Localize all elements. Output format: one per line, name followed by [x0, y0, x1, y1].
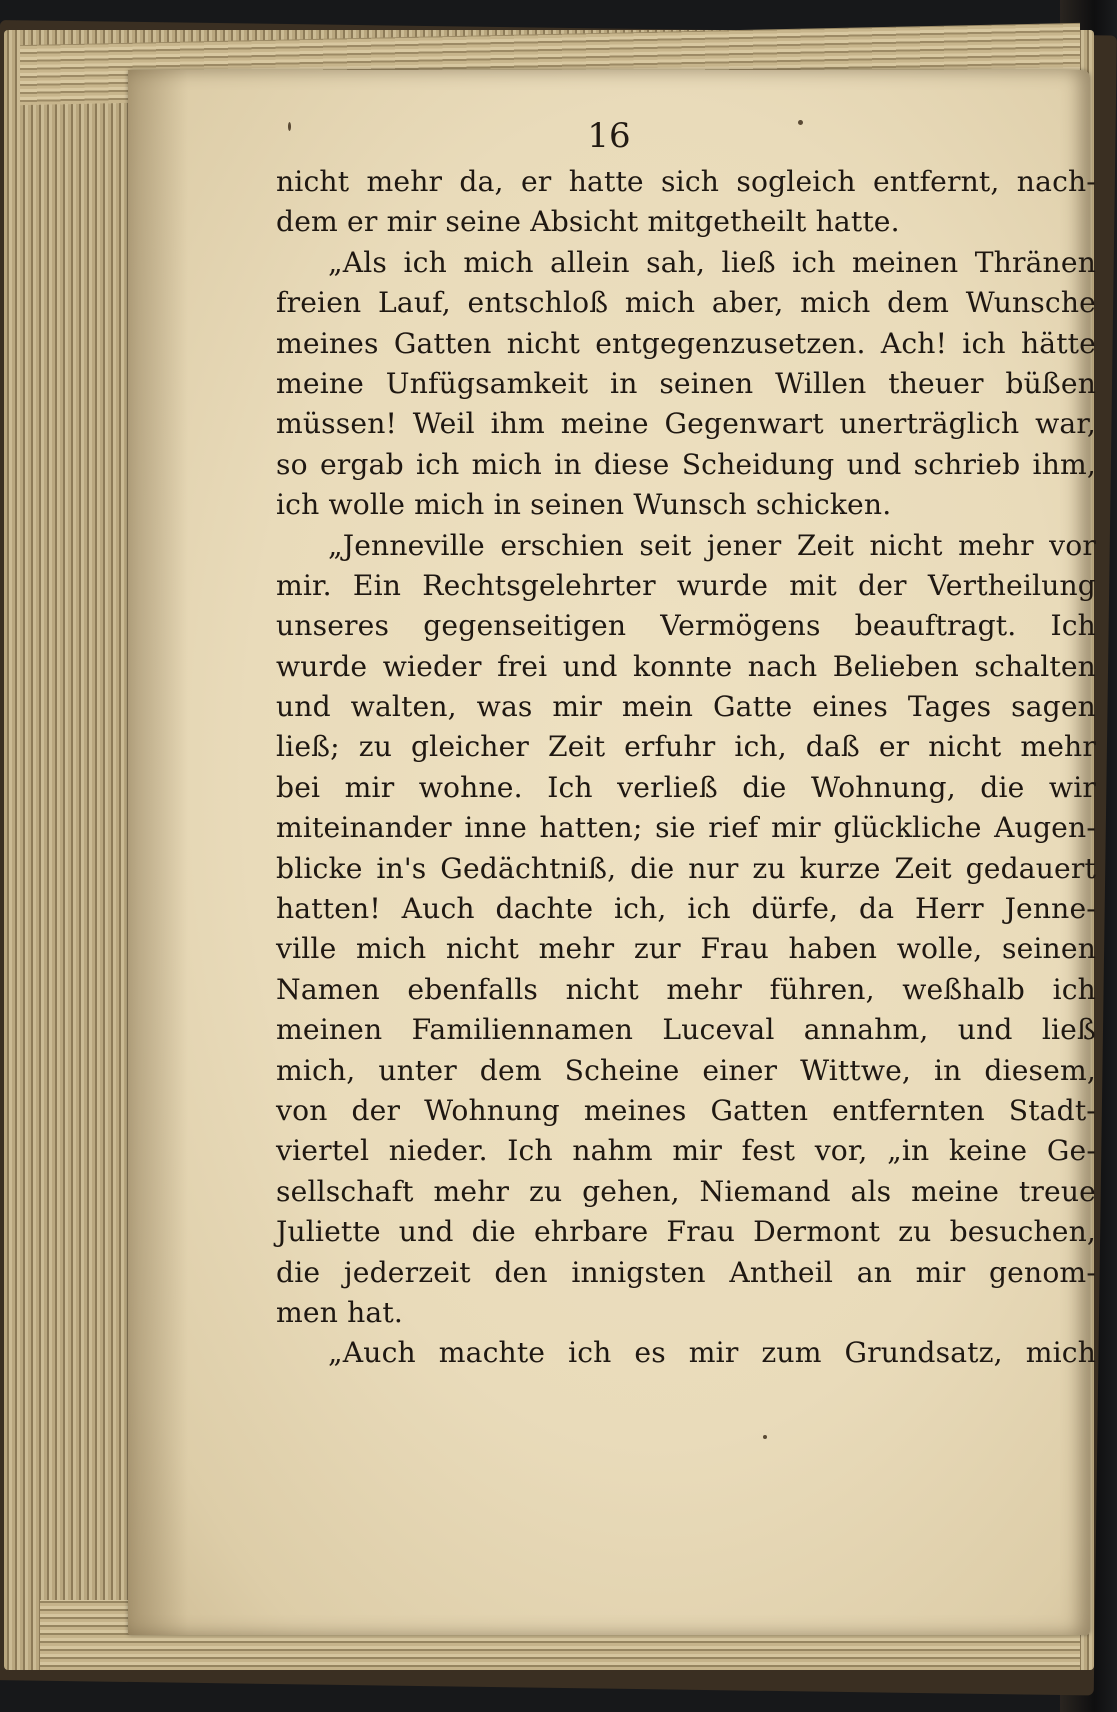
text-line: miteinander inne hatten; sie rief mir glückliche Augen-: [276, 811, 1096, 845]
ink-speck: [763, 1435, 767, 1439]
text-line: dem er mir seine Absicht mitgetheilt hatte.: [276, 205, 900, 239]
page-number: 16: [587, 116, 631, 156]
text-line: unseres gegenseitigen Vermögens beauftragt. Ich: [276, 609, 1096, 643]
text-line: nicht mehr da, er hatte sich sogleich entfernt, nach-: [276, 165, 1096, 198]
text-line: meines Gatten nicht entgegenzusetzen. Ach! ich hätte: [276, 326, 1096, 360]
text-line: hatten! Auch dachte ich, ich dürfe, da Herr Jenne-: [276, 892, 1096, 926]
text-line: so ergab ich mich in diese Scheidung und schrieb ihm,: [276, 447, 1096, 481]
text-line: „Jenneville erschien seit jener Zeit nicht mehr vor: [328, 528, 1096, 562]
text-line: meine Unfügsamkeit in seinen Willen theuer büßen: [276, 366, 1096, 400]
text-line: Namen ebenfalls nicht mehr führen, weßhalb ich: [276, 972, 1096, 1006]
text-line: blicke in's Gedächtniß, die nur zu kurze Zeit gedauert: [276, 851, 1096, 885]
text-line: bei mir wohne. Ich verließ die Wohnung, die wir: [276, 770, 1096, 804]
text-line: freien Lauf, entschloß mich aber, mich dem Wunsche: [276, 286, 1096, 320]
text-line: wurde wieder frei und konnte nach Belieben schalten: [276, 649, 1096, 683]
text-line: men hat.: [276, 1295, 403, 1329]
page-text: [276, 162, 1096, 1374]
text-line: meinen Familiennamen Luceval annahm, und ließ: [276, 1013, 1096, 1047]
book-page: [128, 70, 1096, 1635]
text-line: mich, unter dem Scheine einer Wittwe, in diesem,: [276, 1053, 1096, 1087]
text-line: die jederzeit den innigsten Antheil an mir genom-: [276, 1255, 1096, 1289]
text-line: „Auch machte ich es mir zum Grundsatz, mich: [328, 1336, 1096, 1370]
text-line: müssen! Weil ihm meine Gegenwart unerträglich war,: [276, 407, 1096, 441]
text-line: und walten, was mir mein Gatte eines Tages sagen: [276, 690, 1096, 724]
text-line: mir. Ein Rechtsgelehrter wurde mit der Vertheilung: [276, 568, 1096, 602]
text-line: viertel nieder. Ich nahm mir fest vor, „in keine Ge-: [276, 1134, 1096, 1168]
text-line: ließ; zu gleicher Zeit erfuhr ich, daß er nicht mehr: [276, 730, 1096, 764]
text-line: sellschaft mehr zu gehen, Niemand als meine treue: [276, 1174, 1096, 1208]
page-gutter: [128, 70, 188, 1635]
text-line: Juliette und die ehrbare Frau Dermont zu besuchen,: [276, 1215, 1096, 1249]
text-line: „Als ich mich allein sah, ließ ich meinen Thränen: [328, 245, 1096, 279]
text-line: ich wolle mich in seinen Wunsch schicken.: [276, 488, 892, 522]
text-line: ville mich nicht mehr zur Frau haben wolle, seinen: [276, 932, 1096, 966]
text-line: von der Wohnung meines Gatten entfernten Stadt-: [276, 1093, 1096, 1127]
